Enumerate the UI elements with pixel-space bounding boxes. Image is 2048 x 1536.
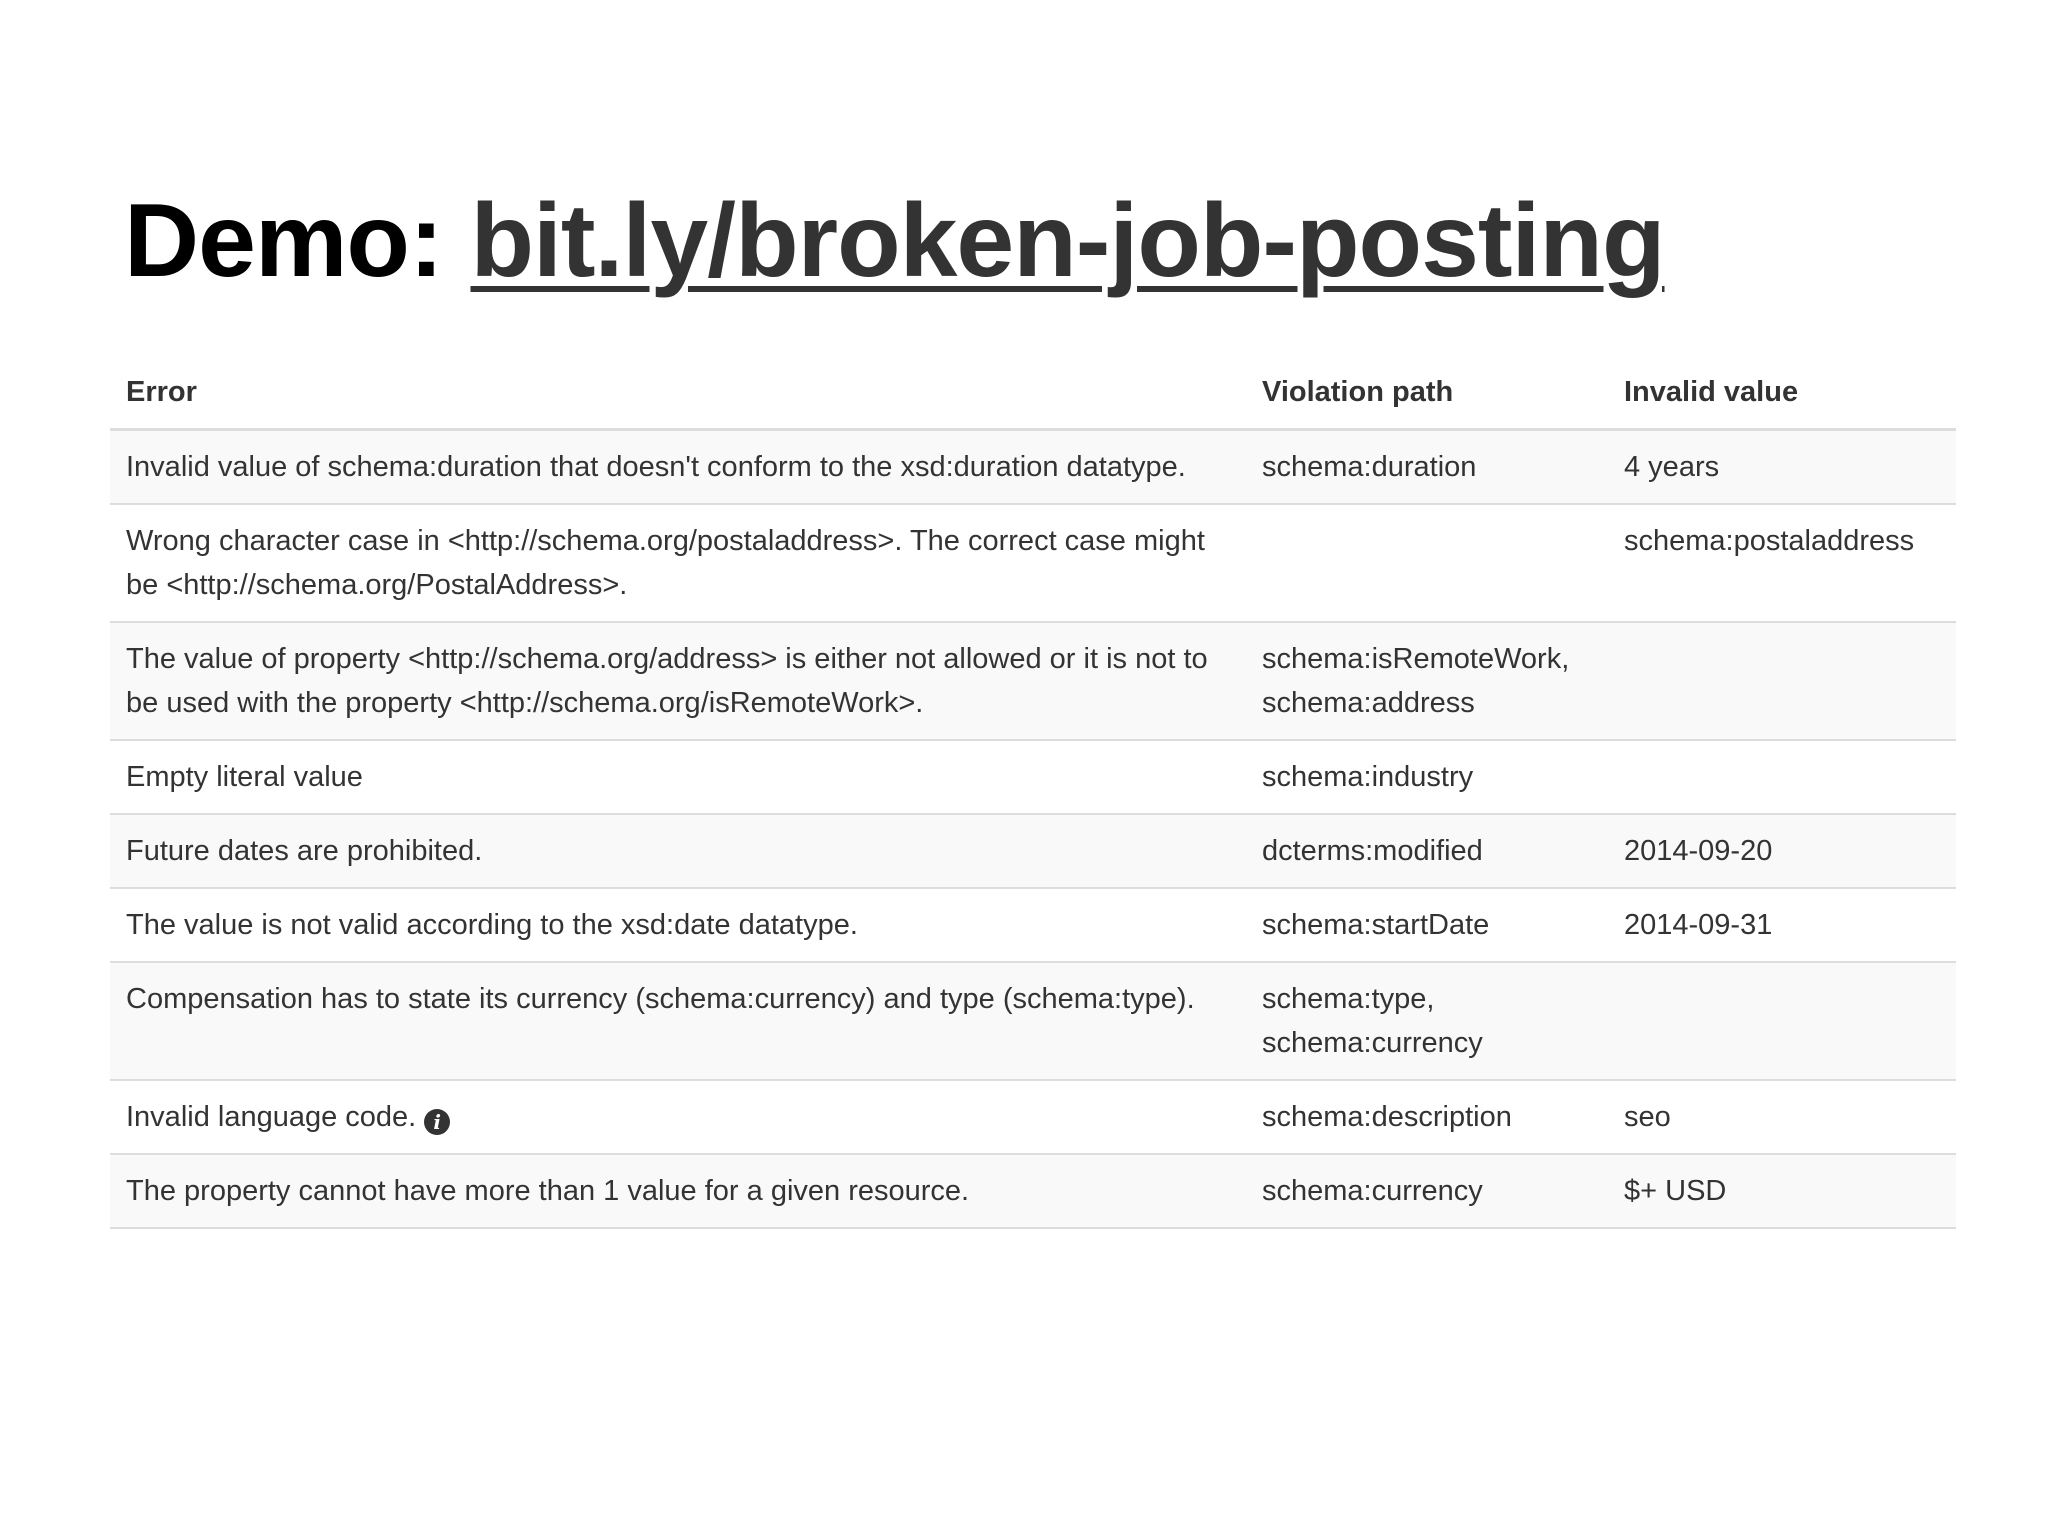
cell-invalid-value: 2014-09-20	[1608, 814, 1956, 888]
cell-violation-path: schema:isRemoteWork, schema:address	[1246, 622, 1608, 740]
header-error: Error	[110, 358, 1246, 430]
cell-error-with-icon	[110, 1080, 1246, 1154]
info-icon[interactable]: i	[424, 1109, 450, 1135]
cell-invalid-value: 2014-09-31	[1608, 888, 1956, 962]
table-row	[110, 962, 1956, 1080]
table-header-row	[110, 358, 1956, 430]
cell-violation-path: schema:type, schema:currency	[1246, 962, 1608, 1080]
cell-violation-path: schema:duration	[1246, 430, 1608, 505]
cell-error: Future dates are prohibited.	[110, 814, 1246, 888]
cell-violation-path: schema:industry	[1246, 740, 1608, 814]
cell-invalid-value: schema:postaladdress	[1608, 504, 1956, 622]
cell-invalid-value: seo	[1608, 1080, 1956, 1154]
table-row	[110, 814, 1956, 888]
cell-error: Compensation has to state its currency (schema:currency) and type (schema:type).	[110, 962, 1246, 1080]
table-row	[110, 504, 1956, 622]
cell-error: Invalid value of schema:duration that doesn't conform to the xsd:duration datatype.	[110, 430, 1246, 505]
table-row	[110, 740, 1956, 814]
page-title	[124, 176, 1665, 306]
cell-error: The property cannot have more than 1 value for a given resource.	[110, 1154, 1246, 1228]
demo-link[interactable]: bit.ly/broken-job-posting	[470, 183, 1665, 299]
validation-results-table-wrapper	[110, 358, 1956, 1229]
cell-violation-path: schema:description	[1246, 1080, 1608, 1154]
header-invalid-value: Invalid value	[1608, 358, 1956, 430]
cell-violation-path: schema:startDate	[1246, 888, 1608, 962]
cell-error: The value of property <http://schema.org/address> is either not allowed or it is not to be used with the property <http://schema.org/isRemoteWork>.	[110, 622, 1246, 740]
cell-error: Empty literal value	[110, 740, 1246, 814]
cell-invalid-value	[1608, 622, 1956, 740]
table-row	[110, 888, 1956, 962]
table-row	[110, 430, 1956, 505]
cell-invalid-value	[1608, 962, 1956, 1080]
cell-invalid-value: 4 years	[1608, 430, 1956, 505]
cell-violation-path	[1246, 504, 1608, 622]
cell-violation-path: dcterms:modified	[1246, 814, 1608, 888]
cell-violation-path: schema:currency	[1246, 1154, 1608, 1228]
table-row	[110, 622, 1956, 740]
cell-invalid-value	[1608, 740, 1956, 814]
cell-invalid-value: $+ USD	[1608, 1154, 1956, 1228]
cell-error: Wrong character case in <http://schema.org/postaladdress>. The correct case might be <http://schema.org/PostalAddress>.	[110, 504, 1246, 622]
cell-error-text: Invalid language code.	[126, 1101, 417, 1133]
title-prefix: Demo:	[124, 183, 443, 299]
table-row	[110, 1154, 1956, 1228]
header-violation-path: Violation path	[1246, 358, 1608, 430]
cell-error: The value is not valid according to the xsd:date datatype.	[110, 888, 1246, 962]
table-row	[110, 1080, 1956, 1154]
validation-results-table	[110, 358, 1956, 1229]
